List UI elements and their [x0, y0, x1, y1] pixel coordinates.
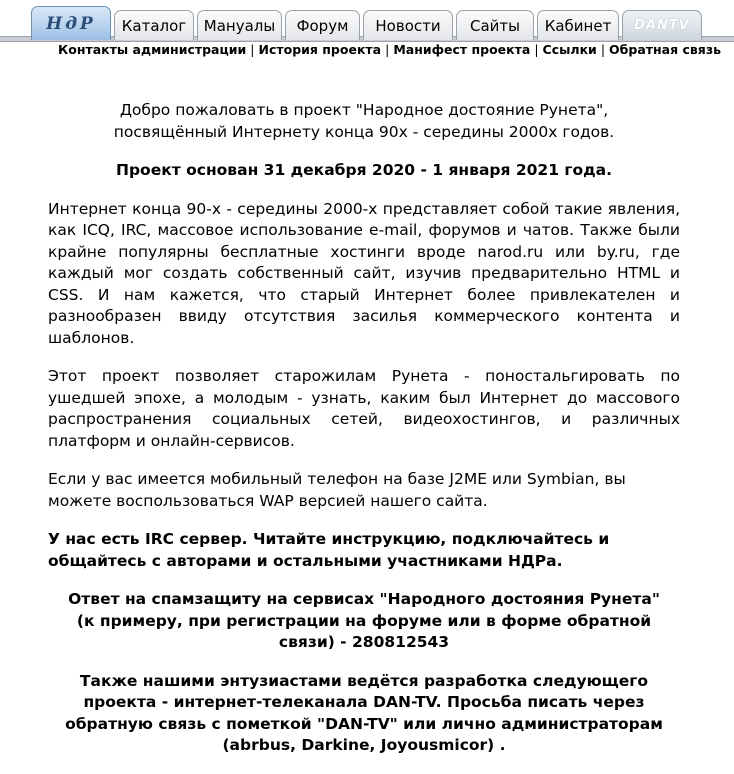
wap-paragraph: Если у вас имеется мобильный телефон на базе J2ME или Symbian, вы можете воспользоваться WAP версией нашего сайта.: [48, 470, 626, 510]
link-project-manifest[interactable]: Манифест проекта: [393, 42, 531, 57]
tab-forum[interactable]: Форум: [285, 10, 360, 40]
separator: |: [534, 42, 539, 57]
secondary-links: [58, 42, 721, 57]
separator: |: [385, 42, 390, 57]
founded-text: Проект основан 31 декабря 2020 - 1 января 2021 года.: [115, 161, 612, 179]
tab-sites[interactable]: Сайты: [456, 10, 534, 40]
dantv-paragraph: Также нашими энтузиастами ведётся разработка следующего проекта - интернет-телеканала DAN-TV. Просьба писать через обратную связь с пометкой "DAN-TV" или лично администраторам (abrbus, Darkine, Joyousmicor) .: [65, 671, 663, 754]
welcome-text: Добро пожаловать в проект "Народное достояние Рунета", посвящённый Интернету конца 90х - середины 2000х годов.: [113, 101, 615, 141]
tab-manuals[interactable]: Мануалы: [197, 10, 282, 40]
tab-bar: [31, 6, 705, 40]
link-links[interactable]: Ссылки: [542, 42, 597, 57]
tab-catalog[interactable]: Каталог: [114, 10, 194, 40]
top-navigation: [0, 0, 734, 57]
intro-paragraph: Интернет конца 90-х - середины 2000-х представляет собой такие явления, как ICQ, IRC, массовое использование e-mail, форумов и чатов. Также были крайне популярны бесплатные хостинги вроде narod.ru или by.ru, где каждый мог создать собственный сайт, изучив предварительно HTML и CSS. И нам кажется, что старый Интернет более привлекателен и разнообразен ввиду отсутствия засилья коммерческого контента и шаблонов.: [48, 199, 680, 347]
link-feedback[interactable]: Обратная связь: [609, 42, 721, 57]
tab-news[interactable]: Новости: [363, 10, 453, 40]
nostalgia-paragraph: Этот проект позволяет старожилам Рунета - поностальгировать по ушедшей эпохе, а молодым - узнать, каким был Интернет до массового распространения социальных сетей, видеохостингов, и различных платформ и онлайн-сервисов.: [48, 367, 680, 450]
tab-cabinet[interactable]: Кабинет: [537, 10, 619, 40]
logo-tab[interactable]: НдР: [31, 6, 111, 40]
spam-answer-paragraph: Ответ на спамзащиту на сервисах "Народного достояния Рунета" (к примеру, при регистрации на форуме или в форме обратной связи) - 280812543: [68, 590, 660, 651]
main-content: [48, 100, 680, 774]
tab-dantv[interactable]: DANTV: [622, 10, 702, 40]
link-admin-contacts[interactable]: Контакты администрации: [58, 42, 247, 57]
link-project-history[interactable]: История проекта: [258, 42, 382, 57]
separator: |: [250, 42, 255, 57]
irc-paragraph: У нас есть IRC сервер. Читайте инструкцию, подключайтесь и общайтесь с авторами и остальными участниками НДРа.: [48, 530, 610, 570]
separator: |: [600, 42, 606, 57]
